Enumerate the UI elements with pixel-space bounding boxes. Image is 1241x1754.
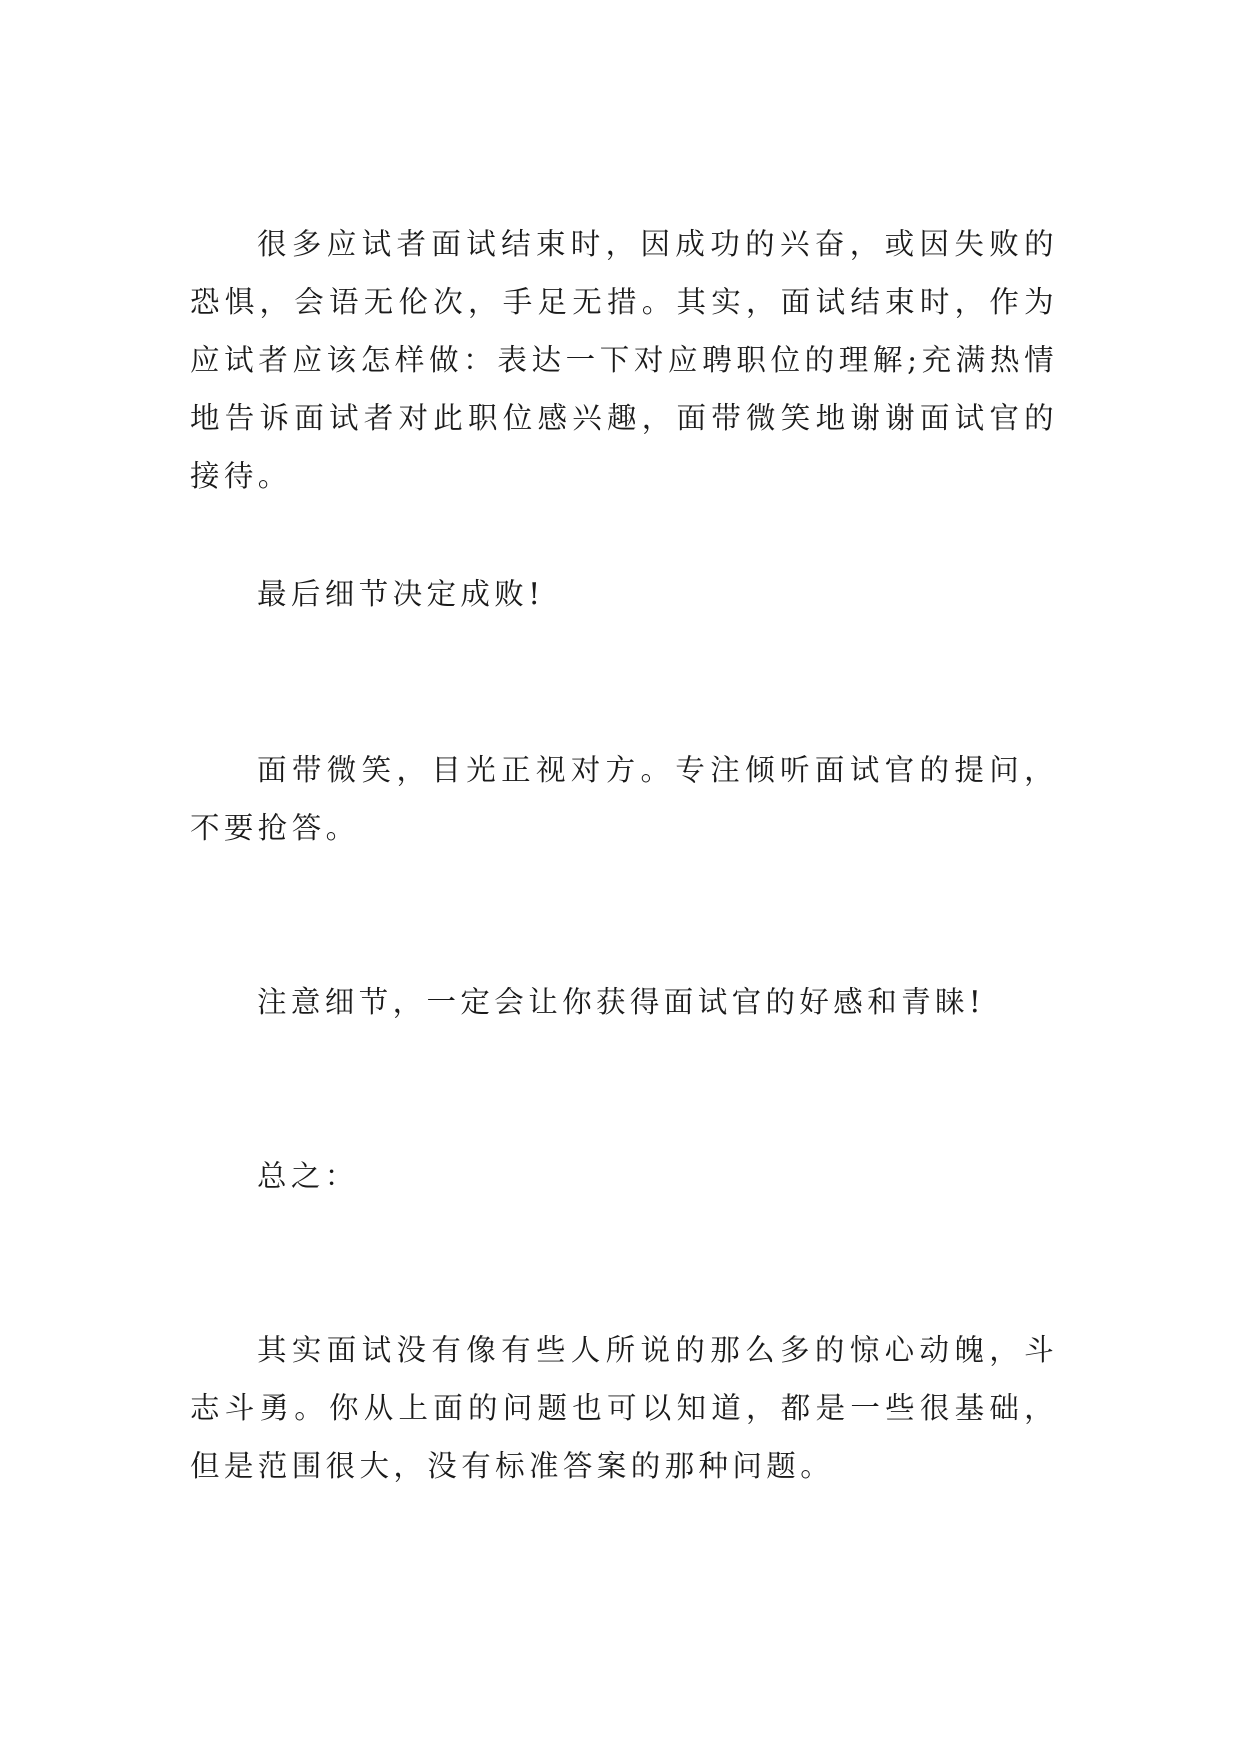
paragraph-conclusion: 其实面试没有像有些人所说的那么多的惊心动魄，斗志斗勇。你从上面的问题也可以知道，都是一些很基础，但是范围很大，没有标准答案的那种问题。 [190,1333,1058,1483]
paragraph-in-summary: 总之： [257,1159,359,1193]
paragraph-attention-detail: 注意细节，一定会让你获得面试官的好感和青睐! [257,985,986,1019]
paragraph-closing-advice: 很多应试者面试结束时，因成功的兴奋，或因失败的恐惧，会语无伦次，手足无措。其实，面试结束时，作为应试者应该怎样做：表达一下对应聘职位的理解;充满热情地告诉面试者对此职位感兴趣，面带微笑地谢谢面试官的接待。 [190,227,1058,493]
paragraph-details-decide: 最后细节决定成败! [257,577,545,611]
paragraph-smile-listen: 面带微笑，目光正视对方。专注倾听面试官的提问，不要抢答。 [190,753,1058,845]
